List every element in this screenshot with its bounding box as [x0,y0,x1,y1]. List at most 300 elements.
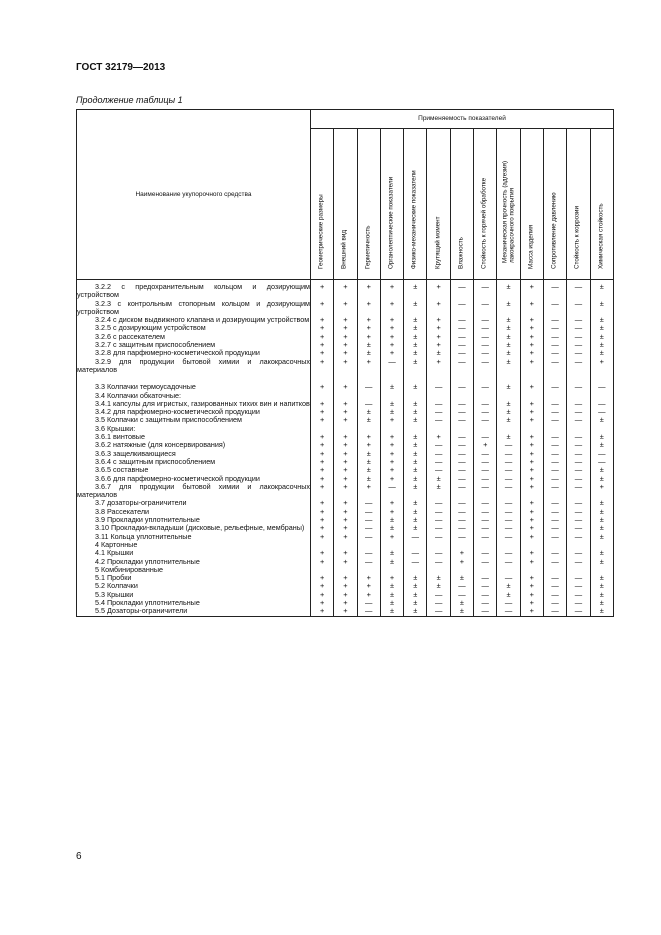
row-value: + [311,300,334,317]
table-row [77,607,614,616]
row-value: + [520,450,543,458]
row-value: — [543,374,566,391]
row-value: — [474,400,497,408]
row-value: ± [404,341,427,349]
row-value [450,425,473,433]
table-row [77,316,614,324]
row-value: ± [404,441,427,449]
indicator-column-label: Механическая прочность (адгезия) лакокрасочного покрытия [500,160,515,263]
row-value: ± [357,349,380,357]
row-value: — [450,358,473,375]
row-value: — [567,591,590,599]
row-value [380,541,403,549]
row-value: ± [404,280,427,300]
row-name: 5.5 Дозаторы-ограничители [77,607,311,616]
row-value: ± [404,433,427,441]
row-value: + [334,475,357,483]
row-value [474,392,497,400]
row-value: — [567,524,590,532]
row-value: + [357,333,380,341]
row-value: — [543,400,566,408]
row-value [474,541,497,549]
row-value: ± [357,408,380,416]
row-value [357,541,380,549]
row-value: — [543,458,566,466]
row-value: + [311,341,334,349]
row-value [590,425,613,433]
row-value: — [474,508,497,516]
row-value: — [543,300,566,317]
row-value: ± [357,475,380,483]
row-value: + [520,333,543,341]
row-value: ± [404,316,427,324]
row-value: + [520,599,543,607]
row-value: + [520,349,543,357]
row-name: 3.6.3 защелкивающиеся [77,450,311,458]
row-value: — [450,524,473,532]
row-value: ± [404,591,427,599]
table-row [77,499,614,507]
row-name: 3.10 Прокладки-вкладыши (дисковые, рельефные, мембраны) [77,524,311,532]
row-value: ± [404,599,427,607]
row-value: + [334,316,357,324]
row-value: ± [404,475,427,483]
row-value: — [474,549,497,557]
table-row [77,450,614,458]
row-value: + [334,549,357,557]
row-value: + [357,324,380,332]
row-value: — [450,582,473,590]
row-value: + [334,358,357,375]
row-value: — [474,300,497,317]
row-value: — [427,466,450,474]
row-value [590,541,613,549]
row-value: — [474,374,497,391]
row-value: — [427,499,450,507]
row-value: — [404,549,427,557]
row-value: — [427,450,450,458]
row-value: + [311,324,334,332]
row-value: + [311,582,334,590]
row-value: — [474,358,497,375]
row-value: + [334,591,357,599]
row-value: ± [404,607,427,616]
row-value: + [357,591,380,599]
row-name: 3.6.6 для парфюмерно-косметической продукции [77,475,311,483]
row-value: — [543,433,566,441]
row-value: — [590,408,613,416]
row-value: ± [590,599,613,607]
row-value: + [520,416,543,424]
row-value: — [450,591,473,599]
row-value: ± [404,483,427,500]
row-value: — [450,450,473,458]
row-value: — [474,591,497,599]
row-value: + [380,300,403,317]
row-value: + [311,450,334,458]
row-value: ± [590,508,613,516]
row-value: — [450,333,473,341]
row-value [380,566,403,574]
row-value [497,541,520,549]
row-value: ± [380,400,403,408]
row-value: ± [590,524,613,532]
row-value: ± [590,416,613,424]
row-value: — [543,358,566,375]
row-value: ± [590,574,613,582]
row-value: — [357,558,380,566]
row-value: ± [427,574,450,582]
row-value: — [543,591,566,599]
row-value: + [357,358,380,375]
row-value: + [334,458,357,466]
row-value: ± [404,574,427,582]
row-value: ± [404,582,427,590]
row-value: — [357,533,380,541]
row-value [334,425,357,433]
row-value: ± [497,316,520,324]
row-value: — [543,316,566,324]
row-value: ± [427,349,450,357]
row-value: + [520,316,543,324]
row-value: + [427,358,450,375]
row-value: ± [357,458,380,466]
row-name: 3.2.3 с контрольным стопорным кольцом и дозирующим устройством [77,299,310,316]
row-value: + [311,441,334,449]
row-value: + [380,433,403,441]
row-value: — [474,475,497,483]
row-value: ± [590,475,613,483]
row-value: + [357,483,380,500]
row-value: — [427,516,450,524]
row-value: — [497,458,520,466]
row-name: 3.6 Крышки: [77,425,311,433]
row-value [334,566,357,574]
row-value: ± [497,416,520,424]
row-value: ± [404,524,427,532]
row-value [427,425,450,433]
row-value: — [474,574,497,582]
table-row [77,324,614,332]
row-value: — [567,374,590,391]
row-value: + [380,280,403,300]
row-value: + [334,341,357,349]
row-value: + [311,280,334,300]
row-value [497,425,520,433]
table-row [77,425,614,433]
row-value: + [380,533,403,541]
indicator-column-label: Внешний вид [341,230,349,270]
row-value: — [543,524,566,532]
row-value: + [380,458,403,466]
table-row [77,483,614,500]
row-value: + [520,433,543,441]
row-value: + [520,524,543,532]
row-value: + [311,475,334,483]
row-value: — [567,574,590,582]
row-name: 3.6.7 для продукции бытовой химии и лакокрасочных материалов [77,482,310,500]
name-column-header: Наименование укупорочного средства [77,110,311,280]
row-value: — [567,280,590,300]
row-value: + [590,483,613,500]
row-value [357,425,380,433]
row-value [474,425,497,433]
row-value: ± [590,333,613,341]
row-value [567,392,590,400]
row-value: ± [380,607,403,616]
table-row [77,392,614,400]
row-value: — [567,349,590,357]
row-value: — [427,599,450,607]
row-value: — [497,574,520,582]
row-value: + [520,408,543,416]
row-value: ± [380,516,403,524]
row-value: — [474,450,497,458]
row-value: ± [404,374,427,391]
row-value: — [357,524,380,532]
row-value: ± [497,324,520,332]
row-value: — [450,324,473,332]
row-name: 5 Комбинированные [77,566,311,574]
row-value [520,541,543,549]
row-value: + [520,341,543,349]
row-value: — [567,300,590,317]
table-row [77,558,614,566]
row-value: ± [497,408,520,416]
row-value: + [520,591,543,599]
indicator-column-header [567,129,590,280]
row-value: + [380,475,403,483]
row-value: — [497,450,520,458]
row-value: + [520,549,543,557]
row-value: — [474,349,497,357]
row-value: + [380,341,403,349]
row-value [380,392,403,400]
indicator-column-header [450,129,473,280]
indicator-column-label: Сопротивление давлению [550,192,558,270]
row-value: + [520,533,543,541]
row-value: + [334,333,357,341]
row-value: — [357,374,380,391]
row-name: 3.2.2 с предохранительным кольцом и дозирующим устройством [77,280,311,300]
row-value [497,392,520,400]
row-value: ± [427,582,450,590]
row-value [334,392,357,400]
row-value: — [427,408,450,416]
row-value: — [357,549,380,557]
row-value: + [311,408,334,416]
row-value: — [543,416,566,424]
row-value [357,566,380,574]
row-value: — [567,533,590,541]
row-value: ± [497,582,520,590]
row-value: ± [450,574,473,582]
row-value: + [311,574,334,582]
indicator-column-label: Физико-механические показатели [411,170,419,270]
row-value: + [311,458,334,466]
indicator-column-header [404,129,427,280]
row-value: ± [404,508,427,516]
row-value: — [450,499,473,507]
row-value: + [474,441,497,449]
indicator-column-header [520,129,543,280]
table-caption: Продолжение таблицы 1 [76,95,183,105]
row-value: + [520,582,543,590]
row-value: — [427,549,450,557]
row-value [543,425,566,433]
row-value: — [543,280,566,300]
row-value: — [567,400,590,408]
row-value: + [334,450,357,458]
indicator-column-label: Стойкость к коррозии [574,206,582,270]
row-value: — [497,524,520,532]
row-value: + [520,475,543,483]
row-value: — [543,607,566,616]
row-value [520,425,543,433]
row-value: + [520,300,543,317]
row-value: — [543,483,566,500]
row-value [427,392,450,400]
row-value: — [450,433,473,441]
row-value: + [427,433,450,441]
row-value: + [380,416,403,424]
row-value: + [311,599,334,607]
row-value: — [543,599,566,607]
row-value [404,541,427,549]
row-value: — [474,341,497,349]
row-value: + [334,499,357,507]
row-value: — [474,516,497,524]
indicators-group-header: Применяемость показателей [311,110,614,129]
table-row [77,466,614,474]
row-name: 5.1 Пробки [77,574,311,582]
row-value: ± [590,533,613,541]
row-value: — [543,475,566,483]
row-value: — [543,333,566,341]
indicator-column-header [497,129,520,280]
applicability-table [76,109,614,617]
row-value: — [497,558,520,566]
row-value: ± [590,499,613,507]
table-row [77,374,614,391]
row-value: + [311,499,334,507]
row-value: — [357,508,380,516]
table-row [77,582,614,590]
indicator-column-label: Химическая стойкость [597,203,605,270]
indicator-column-label: Герметичность [364,225,372,270]
row-value: — [543,558,566,566]
table-row [77,416,614,424]
row-value [590,566,613,574]
row-value: — [427,558,450,566]
table-row [77,400,614,408]
row-value: ± [450,607,473,616]
row-value: ± [497,374,520,391]
row-value: — [567,441,590,449]
row-name: 3.7 дозаторы-ограничители [77,499,311,507]
row-value: + [427,324,450,332]
row-value: — [427,533,450,541]
indicator-column-header [380,129,403,280]
row-value [567,541,590,549]
row-value: — [427,524,450,532]
row-value: ± [357,341,380,349]
row-value: + [357,316,380,324]
row-value [334,541,357,549]
row-value: + [334,280,357,300]
row-value: + [334,483,357,500]
row-value [427,566,450,574]
row-value: — [543,324,566,332]
row-value: — [474,499,497,507]
row-value: — [450,516,473,524]
row-value: — [590,458,613,466]
row-value: + [520,358,543,375]
row-value: ± [404,416,427,424]
row-name: 3.4.2 для парфюмерно-косметической продукции [77,408,311,416]
row-value: — [543,533,566,541]
row-value: + [311,374,334,391]
row-value: — [427,416,450,424]
row-value: — [497,475,520,483]
table-row [77,591,614,599]
row-value [450,541,473,549]
row-value: — [567,324,590,332]
row-value [543,392,566,400]
row-value: + [520,458,543,466]
table-row [77,541,614,549]
row-value: — [474,316,497,324]
row-value: — [404,533,427,541]
indicator-column-label: Масса изделия [527,225,535,270]
row-name: 3.2.5 с дозирующим устройством [77,324,311,332]
row-value: — [497,508,520,516]
row-value: + [311,358,334,375]
row-value: — [474,333,497,341]
row-value: + [427,341,450,349]
row-value: — [567,466,590,474]
indicator-column-label: Геометрические размеры [317,194,325,270]
row-value: — [567,599,590,607]
document-code: ГОСТ 32179—2013 [76,62,166,73]
row-value: — [450,533,473,541]
row-value: ± [590,280,613,300]
row-value: + [357,441,380,449]
row-value: + [520,558,543,566]
row-value: ± [404,408,427,416]
row-value: + [380,349,403,357]
row-value: + [334,533,357,541]
row-value [311,541,334,549]
row-value: ± [497,300,520,317]
row-value: — [357,607,380,616]
row-name: 4 Картонные [77,541,311,549]
table-row [77,475,614,483]
row-value: ± [497,400,520,408]
row-value: — [497,466,520,474]
row-value: ± [380,582,403,590]
row-value: + [334,349,357,357]
row-value [311,425,334,433]
row-value: ± [404,458,427,466]
row-value: ± [404,333,427,341]
row-value: + [520,574,543,582]
row-value: — [567,416,590,424]
row-value: — [497,599,520,607]
row-name: 4.1 Крышки [77,549,311,557]
row-value: — [450,300,473,317]
row-value: — [427,400,450,408]
